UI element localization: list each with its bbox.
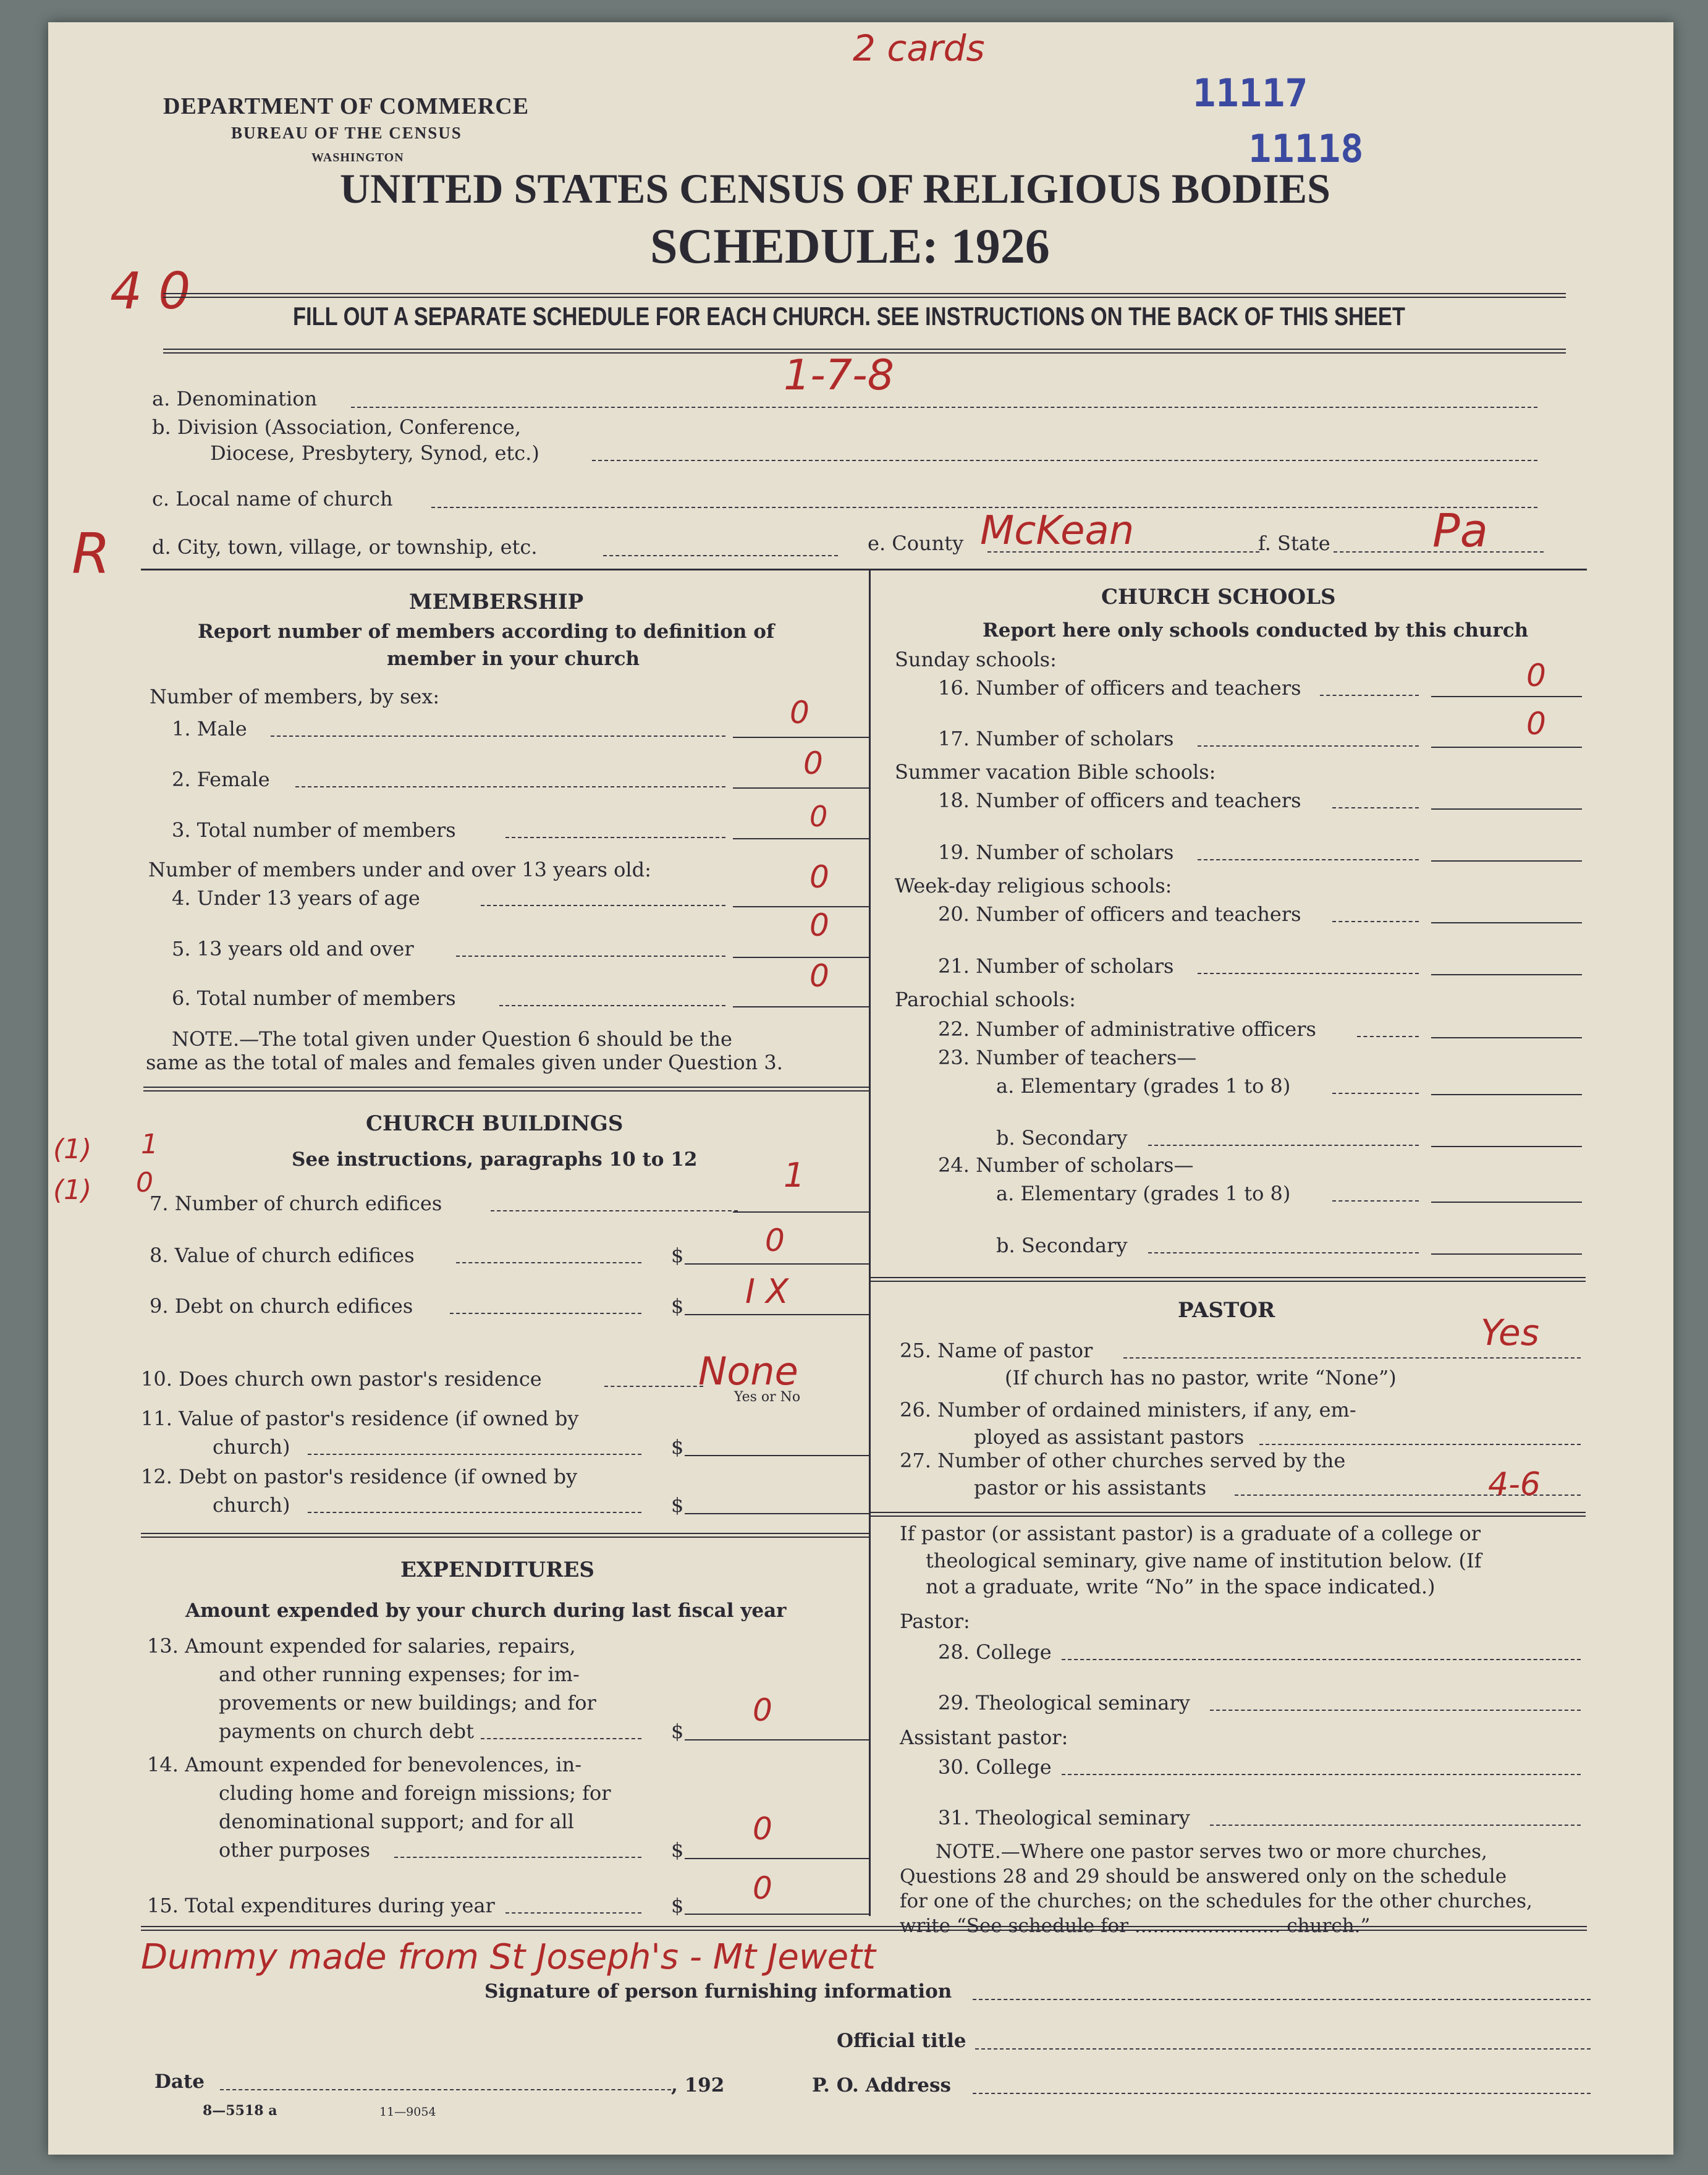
q2-line xyxy=(295,786,725,787)
q15-answer-line xyxy=(685,1914,869,1915)
q23b-answer-line xyxy=(1431,1146,1582,1147)
value-q1: 0 xyxy=(790,695,810,731)
q25-line xyxy=(1123,1357,1581,1359)
q16-line xyxy=(1320,695,1419,696)
label-q26-1: 26. Number of ordained ministers, if any, em- xyxy=(900,1398,1356,1422)
label-state: f. State xyxy=(1258,532,1330,555)
value-q6: 0 xyxy=(810,958,829,994)
form-code-2: 11—9054 xyxy=(379,2105,436,2119)
q25-note: (If church has no pastor, write “None”) xyxy=(1005,1366,1397,1389)
label-year: , 192 xyxy=(671,2074,725,2097)
label-q27-1: 27. Number of other churches served by the xyxy=(900,1449,1346,1472)
q12-dollar: $ xyxy=(671,1493,684,1517)
membership-title: MEMBERSHIP xyxy=(409,590,584,614)
buildings-sub: See instructions, paragraphs 10 to 12 xyxy=(292,1148,698,1171)
label-q24: 24. Number of scholars— xyxy=(938,1153,1194,1177)
q20-answer-line xyxy=(1431,922,1582,923)
pastor-note-1: NOTE.—Where one pastor serves two or more churches, xyxy=(936,1841,1487,1863)
q7-line xyxy=(491,1210,738,1211)
label-q14-2: cluding home and foreign missions; for xyxy=(219,1781,611,1805)
q23b-line xyxy=(1148,1145,1419,1146)
label-q16: 16. Number of officers and teachers xyxy=(938,676,1301,700)
label-q8: 8. Value of church edifices xyxy=(150,1244,415,1267)
label-q22: 22. Number of administrative officers xyxy=(938,1017,1316,1041)
q23a-line xyxy=(1332,1093,1419,1094)
q20-line xyxy=(1332,921,1419,922)
value-q2: 0 xyxy=(803,745,823,781)
q17-line xyxy=(1198,745,1419,747)
handwritten-cards-note: 2 cards xyxy=(853,27,985,69)
pastor-title: PASTOR xyxy=(1178,1298,1275,1323)
schedule-title: SCHEDULE: 1926 xyxy=(650,219,1050,274)
label-q13-1: 13. Amount expended for salaries, repairs, xyxy=(147,1634,576,1658)
label-po-address: P. O. Address xyxy=(812,2074,951,2097)
q3-answer-line xyxy=(733,838,869,839)
label-pastor: Pastor: xyxy=(900,1609,970,1633)
label-q14-4: other purposes xyxy=(219,1838,371,1862)
label-local-name: c. Local name of church xyxy=(152,487,393,511)
label-q14-1: 14. Amount expended for benevolences, in- xyxy=(147,1753,582,1776)
q13-answer-line xyxy=(685,1739,869,1740)
footer-divider xyxy=(141,1926,1587,1931)
q24b-line xyxy=(1148,1252,1419,1253)
q30-line xyxy=(1062,1774,1581,1775)
schools-sub: Report here only schools conducted by this church xyxy=(983,619,1529,642)
label-q13-2: and other running expenses; for im- xyxy=(219,1663,580,1686)
q3-line xyxy=(505,837,725,838)
value-q4: 0 xyxy=(810,859,829,895)
q5-line xyxy=(456,956,725,957)
grad-instructions-3: not a graduate, write “No” in the space indicated.) xyxy=(926,1575,1435,1598)
official-title-line xyxy=(975,2048,1591,2050)
q16-answer-line xyxy=(1431,696,1582,697)
label-q31: 31. Theological seminary xyxy=(938,1806,1190,1829)
label-sunday: Sunday schools: xyxy=(895,648,1057,671)
q15-line xyxy=(505,1912,641,1914)
membership-sub-2: member in your church xyxy=(387,648,640,670)
label-date: Date xyxy=(154,2071,205,2093)
date-line xyxy=(220,2089,671,2090)
q23a-answer-line xyxy=(1431,1094,1582,1095)
schools-divider xyxy=(869,1277,1586,1282)
q17-answer-line xyxy=(1431,747,1582,748)
label-q4-under-13: 4. Under 13 years of age xyxy=(172,886,420,910)
label-q14-3: denominational support; and for all xyxy=(219,1810,574,1833)
label-q25: 25. Name of pastor xyxy=(900,1339,1093,1362)
header-divider xyxy=(163,293,1566,298)
handwritten-left-number: 4 0 xyxy=(110,262,191,321)
pastor-note-4: write “See schedule for ........................ church.” xyxy=(900,1915,1371,1937)
bureau-name: BUREAU OF THE CENSUS xyxy=(231,124,462,142)
membership-divider xyxy=(143,1087,869,1092)
q1-answer-line xyxy=(733,737,869,738)
value-q16: 0 xyxy=(1526,658,1546,693)
q6-line xyxy=(499,1005,725,1006)
department-name: DEPARTMENT OF COMMERCE xyxy=(163,93,530,119)
q8-dollar: $ xyxy=(671,1244,684,1267)
value-q13: 0 xyxy=(753,1692,772,1728)
pastor-divider xyxy=(869,1512,1586,1517)
value-q15: 0 xyxy=(753,1870,772,1906)
margin-mark-2a: (1) xyxy=(53,1174,92,1206)
expenditures-sub: Amount expended by your church during last fiscal year xyxy=(185,1600,787,1622)
value-q14: 0 xyxy=(753,1811,772,1847)
q12-answer-line xyxy=(685,1513,869,1514)
q6-answer-line xyxy=(733,1006,869,1007)
po-address-line xyxy=(973,2093,1591,2094)
grad-instructions-2: theological seminary, give name of institution below. (If xyxy=(926,1549,1482,1572)
form-title: UNITED STATES CENSUS OF RELIGIOUS BODIES xyxy=(340,165,1330,212)
q13-line xyxy=(481,1738,641,1739)
membership-sub-1: Report number of members according to definition of xyxy=(198,621,775,643)
label-denomination: a. Denomination xyxy=(152,387,318,410)
q1-line xyxy=(271,736,725,737)
q2-answer-line xyxy=(733,787,869,789)
label-q23a: a. Elementary (grades 1 to 8) xyxy=(996,1074,1291,1098)
label-q12-1: 12. Debt on pastor's residence (if owned by xyxy=(141,1465,578,1488)
q22-answer-line xyxy=(1431,1037,1582,1038)
census-schedule-sheet xyxy=(48,22,1673,2155)
handwritten-r-mark: R xyxy=(72,522,111,587)
q28-line xyxy=(1062,1659,1581,1660)
label-q12-2: church) xyxy=(213,1493,290,1517)
label-summer: Summer vacation Bible schools: xyxy=(895,760,1216,784)
label-q11-2: church) xyxy=(213,1435,290,1459)
q21-answer-line xyxy=(1431,974,1582,975)
q15-dollar: $ xyxy=(671,1894,684,1917)
q31-line xyxy=(1210,1825,1581,1826)
label-q19: 19. Number of scholars xyxy=(938,841,1174,864)
q9-answer-line xyxy=(685,1314,869,1315)
label-q30: 30. College xyxy=(938,1755,1052,1779)
label-q17: 17. Number of scholars xyxy=(938,727,1174,750)
label-assistant: Assistant pastor: xyxy=(900,1726,1068,1749)
yes-no-hint: Yes or No xyxy=(734,1389,801,1405)
city-line xyxy=(603,555,838,556)
bureau-city: WASHINGTON xyxy=(311,151,404,164)
label-q10: 10. Does church own pastor's residence xyxy=(141,1367,542,1391)
label-q23b: b. Secondary xyxy=(996,1126,1128,1150)
label-q5-over-13: 5. 13 years old and over xyxy=(172,937,414,960)
pastor-note-3: for one of the churches; on the schedules for the other churches, xyxy=(900,1890,1533,1912)
q24a-line xyxy=(1332,1200,1419,1202)
label-q1-male: 1. Male xyxy=(172,717,247,740)
label-under-over: Number of members under and over 13 years old: xyxy=(148,858,651,881)
q19-line xyxy=(1198,859,1419,860)
fill-instructions: FILL OUT A SEPARATE SCHEDULE FOR EACH CHURCH. SEE INSTRUCTIONS ON THE BACK OF THIS SHEET xyxy=(293,302,1405,331)
label-q13-3: provements or new buildings; and for xyxy=(219,1691,596,1715)
label-q24b: b. Secondary xyxy=(996,1234,1128,1257)
identity-divider xyxy=(141,569,1587,570)
q5-answer-line xyxy=(733,957,869,958)
label-official-title: Official title xyxy=(837,2030,966,2052)
value-q3: 0 xyxy=(810,800,828,833)
label-division-1: b. Division (Association, Conference, xyxy=(152,415,521,439)
column-divider xyxy=(869,569,871,1916)
buildings-divider xyxy=(141,1533,869,1538)
q14-dollar: $ xyxy=(671,1838,684,1862)
q22-line xyxy=(1357,1036,1419,1037)
label-q7: 7. Number of church edifices xyxy=(150,1192,442,1215)
value-denomination: 1-7-8 xyxy=(784,351,894,400)
signature-line xyxy=(973,1999,1591,2000)
label-parochial: Parochial schools: xyxy=(895,988,1076,1011)
q19-answer-line xyxy=(1431,860,1582,862)
schools-title: CHURCH SCHOOLS xyxy=(1101,585,1336,609)
label-q24a: a. Elementary (grades 1 to 8) xyxy=(996,1182,1291,1205)
label-q2-female: 2. Female xyxy=(172,768,270,791)
division-line xyxy=(592,460,1537,461)
denomination-line xyxy=(351,407,1537,408)
label-weekday: Week-day religious schools: xyxy=(895,874,1172,897)
q8-answer-line xyxy=(685,1263,869,1265)
value-q17: 0 xyxy=(1526,706,1546,742)
q10-line xyxy=(604,1386,703,1387)
q24a-answer-line xyxy=(1431,1202,1582,1203)
q18-line xyxy=(1332,807,1419,808)
stamp-number-2: 11118 xyxy=(1248,126,1364,171)
label-q26-2: ployed as assistant pastors xyxy=(974,1425,1245,1449)
membership-note-2: same as the total of males and females given under Question 3. xyxy=(146,1051,783,1074)
label-q29: 29. Theological seminary xyxy=(938,1691,1190,1715)
handwritten-signature-note: Dummy made from St Joseph's - Mt Jewett xyxy=(141,1937,876,1977)
q8-line xyxy=(456,1262,641,1263)
label-q13-4: payments on church debt xyxy=(219,1719,474,1743)
q13-dollar: $ xyxy=(671,1719,684,1743)
value-q25: Yes xyxy=(1481,1312,1539,1354)
label-q21: 21. Number of scholars xyxy=(938,954,1174,978)
form-code-1: 8—5518 a xyxy=(203,2103,277,2119)
value-q9: I X xyxy=(745,1272,789,1311)
label-q15: 15. Total expenditures during year xyxy=(147,1894,495,1917)
pastor-note-2: Questions 28 and 29 should be answered only on the schedule xyxy=(900,1865,1507,1888)
label-division-2: Diocese, Presbytery, Synod, etc.) xyxy=(210,441,539,465)
q11-answer-line xyxy=(685,1455,869,1456)
expenditures-title: EXPENDITURES xyxy=(400,1558,594,1582)
value-q10: None xyxy=(698,1349,798,1394)
label-q11-1: 11. Value of pastor's residence (if owned by xyxy=(141,1407,579,1430)
label-by-sex: Number of members, by sex: xyxy=(150,685,440,708)
label-q6-total: 6. Total number of members xyxy=(172,986,456,1010)
q11-line xyxy=(308,1454,641,1455)
value-county: McKean xyxy=(980,508,1135,554)
label-q18: 18. Number of officers and teachers xyxy=(938,789,1301,812)
margin-mark-2b: 0 xyxy=(136,1167,153,1198)
value-state: Pa xyxy=(1432,504,1488,558)
q7-answer-line xyxy=(733,1211,869,1213)
membership-note-1: NOTE.—The total given under Question 6 should be the xyxy=(172,1027,732,1051)
q9-line xyxy=(450,1313,641,1314)
q9-dollar: $ xyxy=(671,1294,684,1318)
q18-answer-line xyxy=(1431,808,1582,810)
q26-line xyxy=(1259,1444,1581,1445)
label-city: d. City, town, village, or township, etc. xyxy=(152,535,538,559)
label-q28: 28. College xyxy=(938,1640,1052,1664)
label-signature: Signature of person furnishing information xyxy=(484,1980,952,2003)
q29-line xyxy=(1210,1710,1581,1711)
value-q27: 4-6 xyxy=(1488,1466,1541,1503)
label-q3-total: 3. Total number of members xyxy=(172,818,456,842)
q11-dollar: $ xyxy=(671,1435,684,1459)
value-q8: 0 xyxy=(765,1223,785,1258)
buildings-title: CHURCH BUILDINGS xyxy=(366,1111,624,1136)
label-q9: 9. Debt on church edifices xyxy=(150,1294,413,1318)
q24b-answer-line xyxy=(1431,1253,1582,1255)
label-q27-2: pastor or his assistants xyxy=(974,1476,1207,1499)
label-county: e. County xyxy=(868,532,964,555)
q14-answer-line xyxy=(685,1858,869,1859)
value-q7: 1 xyxy=(784,1156,805,1195)
grad-instructions-1: If pastor (or assistant pastor) is a graduate of a college or xyxy=(900,1522,1481,1545)
label-q20: 20. Number of officers and teachers xyxy=(938,902,1301,926)
q4-line xyxy=(481,905,725,906)
q14-line xyxy=(394,1857,641,1858)
q12-line xyxy=(308,1512,641,1513)
q4-answer-line xyxy=(733,906,869,907)
value-q5: 0 xyxy=(810,907,829,943)
q21-line xyxy=(1198,973,1419,974)
margin-mark-1a: (1) xyxy=(53,1134,92,1165)
stamp-number-1: 11117 xyxy=(1193,70,1308,116)
margin-mark-1b: 1 xyxy=(141,1129,158,1160)
label-q23: 23. Number of teachers— xyxy=(938,1046,1197,1069)
